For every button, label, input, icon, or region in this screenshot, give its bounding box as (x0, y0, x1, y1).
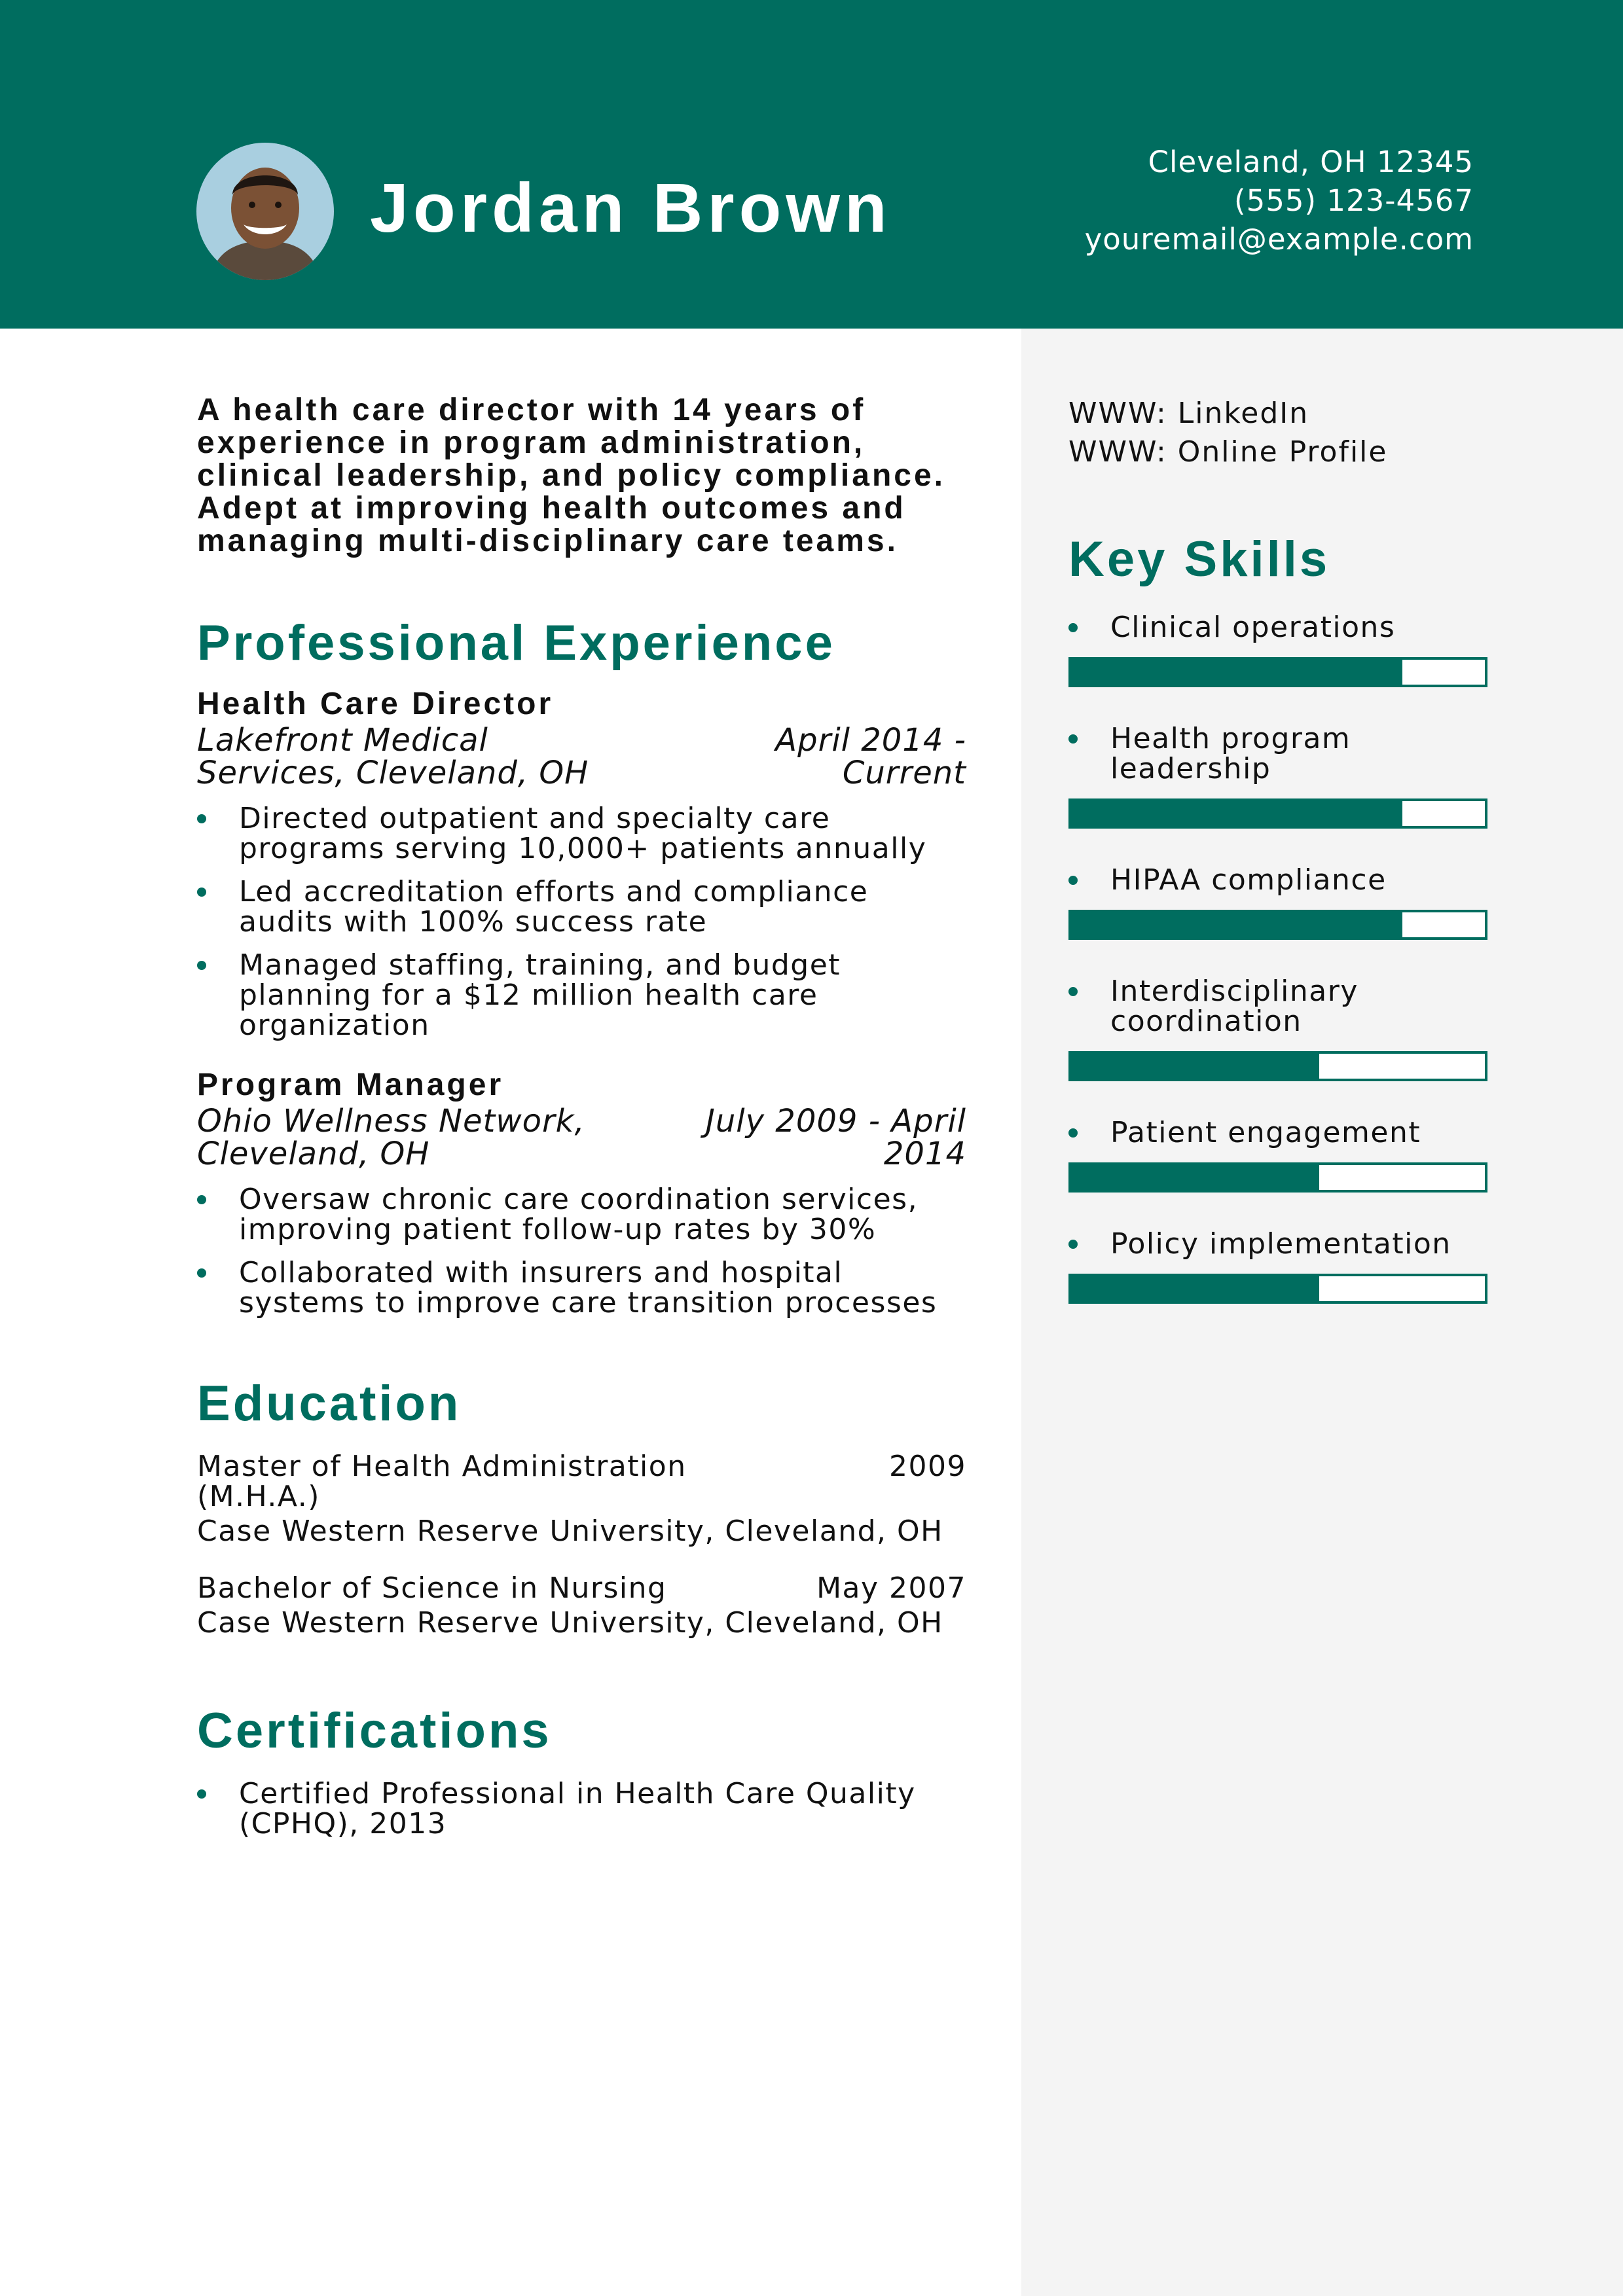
skill-item (1068, 1118, 1487, 1193)
degree: Master of Health Administration (M.H.A.) (197, 1450, 687, 1513)
job-title: Program Manager (197, 1067, 504, 1102)
skill-item (1068, 724, 1487, 829)
job-entry (197, 1066, 966, 1318)
job-bullets (197, 1185, 966, 1318)
link-linkedin[interactable]: WWW: LinkedIn (1068, 397, 1309, 430)
skill-label: HIPAA compliance (1068, 865, 1487, 895)
list-item: Directed outpatient and specialty care programs serving 10,000+ patients annually (197, 804, 966, 864)
list-item: Collaborated with insurers and hospital systems to improve care transition processes (197, 1258, 966, 1318)
skill-bar-fill (1071, 660, 1402, 685)
links-block (1068, 394, 1487, 471)
skill-bar (1068, 798, 1487, 829)
list-item: Managed staffing, training, and budget planning for a $12 million health care organization (197, 950, 966, 1041)
school: Case Western Reserve University, Cleveland, OH (197, 1606, 943, 1640)
skill-bar (1068, 1162, 1487, 1193)
skills-heading: Key Skills (1068, 531, 1330, 587)
certification-list (197, 1779, 966, 1839)
skill-bar-fill (1071, 1276, 1319, 1301)
contact-block (1085, 143, 1474, 259)
job-entry (197, 685, 966, 1041)
avatar (196, 143, 334, 280)
skill-bar-fill (1071, 1165, 1319, 1190)
contact-address: Cleveland, OH 12345 (1148, 145, 1474, 179)
skill-bar (1068, 657, 1487, 687)
summary: A health care director with 14 years of experience in program administration, clinical leadership, and policy compliance. Adept at improving health outcomes and managing multi-disciplinary care teams. (197, 393, 945, 558)
bullet-icon (1068, 876, 1078, 885)
skill-bar-fill (1071, 801, 1402, 826)
skill-bar-fill (1071, 1054, 1319, 1079)
bullet-icon (197, 1268, 206, 1278)
experience-heading: Professional Experience (197, 615, 835, 671)
candidate-name: Jordan Brown (370, 170, 892, 247)
bullet-icon (1068, 987, 1078, 996)
bullet-icon (197, 1195, 206, 1204)
header-band (0, 0, 1623, 329)
bullet-icon (197, 961, 206, 970)
link-online-profile[interactable]: WWW: Online Profile (1068, 435, 1388, 469)
education-entry (197, 1452, 966, 1551)
job-bullets (197, 804, 966, 1041)
degree: Bachelor of Science in Nursing (197, 1571, 667, 1605)
skill-label: Patient engagement (1068, 1118, 1487, 1148)
education-entry (197, 1573, 966, 1643)
skill-bar (1068, 1051, 1487, 1081)
bullet-icon (1068, 1240, 1078, 1249)
bullet-icon (197, 888, 206, 897)
skill-label: Policy implementation (1068, 1229, 1487, 1259)
job-organization: Lakefront Medical Services, Cleveland, OH (197, 722, 589, 791)
skill-item (1068, 613, 1487, 687)
contact-email[interactable]: youremail@example.com (1084, 222, 1474, 257)
degree-year: May 2007 (816, 1571, 966, 1605)
bullet-icon (197, 814, 206, 823)
list-item: Led accreditation efforts and compliance audits with 100% success rate (197, 877, 966, 937)
bullet-icon (1068, 1128, 1078, 1138)
skill-bar-fill (1071, 912, 1402, 937)
skill-label: Interdisciplinary coordination (1068, 977, 1392, 1037)
skill-bar (1068, 910, 1487, 940)
list-item: Certified Professional in Health Care Quality (CPHQ), 2013 (197, 1779, 966, 1839)
sidebar-content (1068, 394, 1487, 1304)
job-dates: April 2014 - Current (775, 722, 966, 791)
profile-photo (196, 143, 334, 280)
bullet-icon (1068, 623, 1078, 632)
certifications-heading: Certifications (197, 1703, 552, 1759)
skill-label: Health program leadership (1068, 724, 1392, 784)
degree-year: 2009 (889, 1450, 966, 1483)
school: Case Western Reserve University, Cleveland, OH (197, 1515, 943, 1548)
skill-item (1068, 1229, 1487, 1304)
skill-item (1068, 865, 1487, 940)
skill-bar (1068, 1274, 1487, 1304)
job-title: Health Care Director (197, 687, 554, 721)
list-item: Oversaw chronic care coordination services, improving patient follow-up rates by 30% (197, 1185, 966, 1245)
job-organization: Ohio Wellness Network, Cleveland, OH (197, 1103, 585, 1172)
job-dates: July 2009 - April 2014 (705, 1103, 966, 1172)
bullet-icon (1068, 734, 1078, 744)
bullet-icon (197, 1789, 206, 1799)
main-column (197, 394, 966, 1852)
skill-label: Clinical operations (1068, 613, 1487, 643)
skill-item (1068, 977, 1487, 1081)
education-heading: Education (197, 1376, 462, 1431)
contact-phone: (555) 123-4567 (1234, 183, 1474, 218)
